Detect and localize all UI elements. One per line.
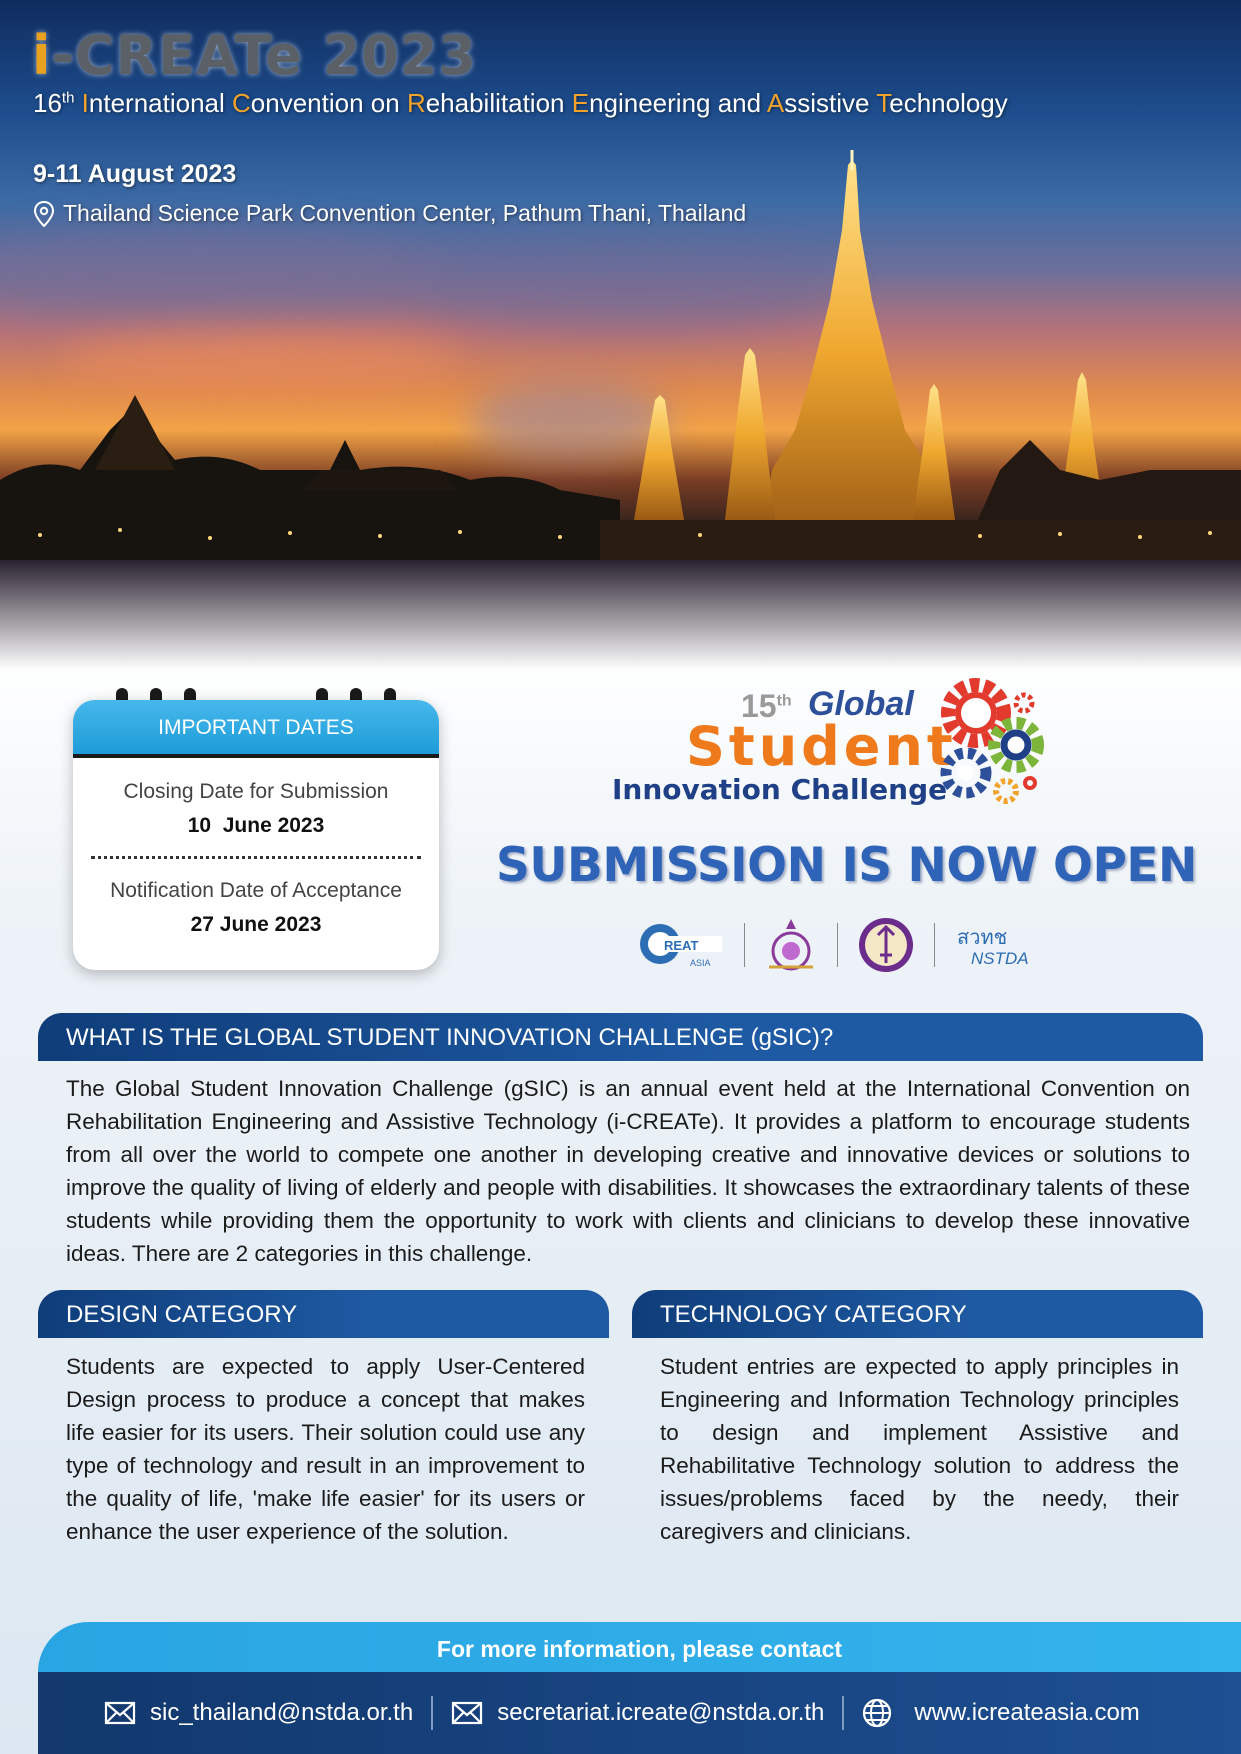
gears-icon <box>926 655 1066 815</box>
logo-i: i <box>32 24 52 87</box>
notification-date-label: Notification Date of Acceptance <box>110 879 402 902</box>
subtitle-initial: R <box>406 88 426 118</box>
ordinal-number: 16 <box>33 88 62 118</box>
footer-divider <box>431 1696 433 1730</box>
partner-divider <box>744 923 745 967</box>
email-secretariat-text[interactable]: secretariat.icreate@nstda.or.th <box>497 1699 825 1726</box>
submission-open-headline: SUBMISSION IS NOW OPEN <box>496 838 1197 893</box>
closing-date-value: 10 June 2023 <box>187 814 325 837</box>
subtitle-segment: echnology <box>889 88 1008 118</box>
creat-asia-bottom-text: ASIA <box>690 958 711 968</box>
logo-global: Global <box>808 685 914 723</box>
contact-row <box>38 1672 1241 1754</box>
date-item <box>73 780 439 838</box>
contact-footer <box>38 1622 1241 1754</box>
nstda-logo <box>953 920 1063 970</box>
subtitle-initial: A <box>766 88 785 118</box>
event-date: 9-11 August 2023 <box>33 160 237 188</box>
creat-asia-logo <box>636 920 726 970</box>
important-dates-title: IMPORTANT DATES <box>158 716 354 739</box>
contact-prompt: For more information, please contact <box>38 1622 1241 1672</box>
contact-email-secretariat[interactable] <box>451 1699 824 1727</box>
globe-icon <box>862 1698 892 1728</box>
dotted-divider <box>91 856 421 859</box>
website-text[interactable]: www.icreateasia.com <box>914 1699 1140 1726</box>
date-item <box>73 879 439 937</box>
subtitle-segment: ngineering and <box>589 88 767 118</box>
partner-divider <box>837 923 838 967</box>
logo-suffix: th <box>776 692 792 710</box>
gsic-logo <box>586 655 1066 815</box>
nstda-text: NSTDA <box>971 949 1029 968</box>
subtitle-initial: I <box>81 88 89 118</box>
location-pin-icon <box>33 201 55 227</box>
creat-asia-top-text: REAT <box>664 938 699 953</box>
subtitle-segment <box>74 88 81 118</box>
design-category-title: DESIGN CATEGORY <box>66 1301 298 1328</box>
logo-student: Student <box>686 715 957 778</box>
mail-icon <box>451 1701 483 1725</box>
important-dates-card <box>73 700 439 970</box>
important-dates-header <box>73 700 439 758</box>
subtitle-segment: ehabilitation <box>425 88 572 118</box>
subtitle-initial: E <box>571 88 590 118</box>
event-subtitle <box>33 88 1008 119</box>
nstda-thai-text: สวทช <box>957 925 1008 949</box>
mail-icon <box>104 1701 136 1725</box>
ministry-seal-logo <box>856 915 916 975</box>
subtitle-segment: nternational <box>88 88 233 118</box>
venue-text: Thailand Science Park Convention Center, Pathum Thani, Thailand <box>63 200 747 226</box>
hero-banner <box>0 0 1241 670</box>
partner-logos <box>636 915 1063 975</box>
ordinal-suffix: th <box>61 89 75 107</box>
subtitle-initial: T <box>876 88 890 118</box>
what-is-section-header <box>38 1013 1203 1061</box>
subtitle-initial: C <box>232 88 251 118</box>
subtitle-segment: ssistive <box>784 88 877 118</box>
partner-divider <box>934 923 935 967</box>
logo-rest: -CREATe 2023 <box>51 24 478 87</box>
logo-innovation-challenge: Innovation Challenge <box>612 773 948 806</box>
notification-date-value: 27 June 2023 <box>190 913 322 936</box>
royal-emblem-logo <box>763 915 819 975</box>
design-category-header <box>38 1290 609 1338</box>
contact-website[interactable] <box>862 1698 1139 1728</box>
subtitle-segment: onvention on <box>250 88 407 118</box>
email-sic-text[interactable]: sic_thailand@nstda.or.th <box>150 1699 414 1726</box>
event-venue <box>33 200 746 227</box>
technology-category-body: Student entries are expected to apply principles in Engineering and Information Technology principles to design and implement Assistive and Rehabilitative Technology solution to address the issues/problems faced by the needy, their caregivers and clinicians. <box>660 1354 1179 1544</box>
footer-divider <box>842 1696 844 1730</box>
technology-category-header <box>632 1290 1203 1338</box>
what-is-body: The Global Student Innovation Challenge (gSIC) is an annual event held at the International Convention on Rehabilitation Engineering and Assistive Technology (i-CREATe). It provides a platform to encourage students from all over the world to compete one another in developing creative and innovative devices or solutions to improve the quality of living of elderly and people with disabilities. It showcases the extraordinary talents of these students while providing them the opportunity to work with clients and clinicians to develop these innovative ideas. There are 2 categories in this challenge. <box>66 1076 1190 1266</box>
contact-email-sic[interactable] <box>104 1699 413 1727</box>
logo-number: 15 <box>741 688 777 724</box>
technology-category-title: TECHNOLOGY CATEGORY <box>660 1301 967 1328</box>
closing-date-label: Closing Date for Submission <box>123 780 389 803</box>
event-logo-title <box>32 24 477 87</box>
design-category-body: Students are expected to apply User-Centered Design process to produce a concept that makes life easier for its users. Their solution could use any type of technology and result in an improvement to the quality of life, 'make life easier' for its users or enhance the user experience of the solution. <box>66 1354 585 1544</box>
what-is-title: WHAT IS THE GLOBAL STUDENT INNOVATION CHALLENGE (gSIC)? <box>66 1024 834 1051</box>
subtitle-text <box>74 88 1007 118</box>
